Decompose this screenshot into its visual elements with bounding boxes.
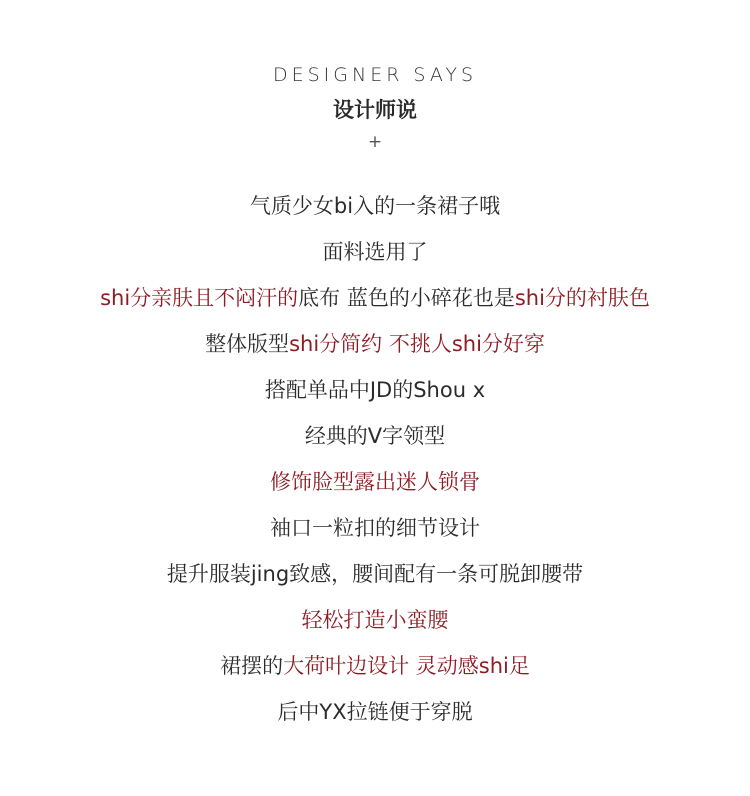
- title-english: DESIGNER SAYS: [272, 64, 478, 86]
- description-line: [0, 462, 750, 508]
- description-line: [0, 232, 750, 278]
- description-line: [0, 508, 750, 554]
- body-text: 面料选用了: [322, 240, 428, 264]
- body-text: 后中YX拉链便于穿脱: [277, 700, 473, 724]
- highlight-text: shi分亲肤且不闷汗的: [100, 286, 299, 310]
- description-lines: [0, 186, 750, 738]
- description-line: [0, 692, 750, 738]
- highlight-text: 修饰脸型露出迷人锁骨: [270, 470, 480, 494]
- highlight-text: shi分的衬肤色: [514, 286, 650, 310]
- highlight-text: shi分简约 不挑人shi分好穿: [289, 332, 545, 356]
- description-line: [0, 186, 750, 232]
- body-text: 裙摆的: [220, 654, 284, 678]
- description-line: [0, 416, 750, 462]
- designer-says-header: [0, 62, 750, 152]
- title-chinese: 设计师说: [333, 98, 417, 122]
- body-text: 搭配单品中JD的Shou x: [264, 378, 486, 402]
- description-line: [0, 600, 750, 646]
- description-line: [0, 646, 750, 692]
- body-text: 底布 蓝色的小碎花也是: [298, 286, 515, 310]
- plus-icon: +: [367, 132, 383, 152]
- body-text: 提升服装jing致感，腰间配有一条可脱卸腰带: [166, 562, 584, 586]
- description-line: [0, 370, 750, 416]
- body-text: 整体版型: [205, 332, 290, 356]
- body-text: 气质少女bi入的一条裙子哦: [249, 194, 501, 218]
- description-line: [0, 278, 750, 324]
- highlight-text: 大荷叶边设计 灵动感shi足: [283, 654, 530, 678]
- highlight-text: 轻松打造小蛮腰: [301, 608, 449, 632]
- description-line: [0, 324, 750, 370]
- body-text: 袖口一粒扣的细节设计: [270, 516, 480, 540]
- description-line: [0, 554, 750, 600]
- body-text: 经典的V字领型: [304, 424, 446, 448]
